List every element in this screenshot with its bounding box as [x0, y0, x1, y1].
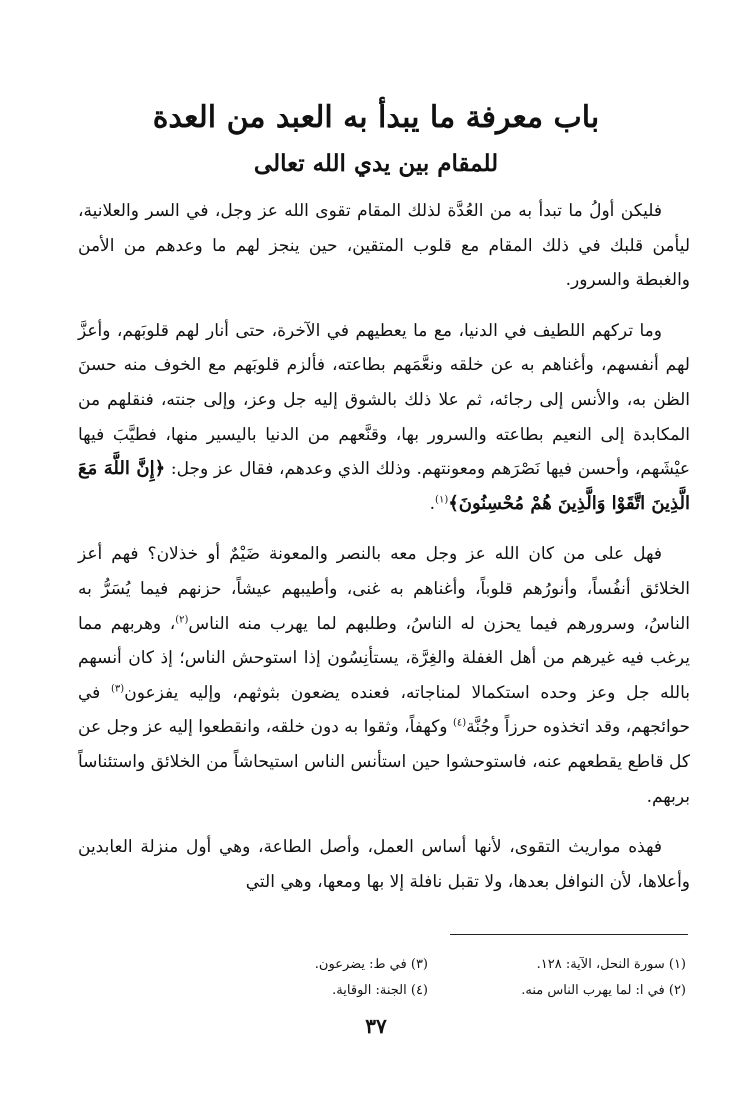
chapter-subtitle: للمقام بين يدي الله تعالى: [253, 150, 499, 177]
paragraph-1: فليكن أولُ ما تبدأ به من العُدَّة لذلك المقام تقوى الله عز وجل، في السر والعلانية، ليأمن قلبك في ذلك المقام مع قلوب المتقين، حين ينجز لهم ما وعدهم من الأمن والغبطة والسرور.: [78, 201, 690, 291]
paragraph-3: [78, 537, 690, 814]
paragraph-2-end: .: [429, 493, 436, 514]
chapter-title: باب معرفة ما يبدأ به العبد من العدة: [152, 100, 600, 135]
footnote-2: (٢) في ا: لما يهرب الناس منه.: [521, 983, 686, 998]
footnote-ref-1: (١): [435, 494, 449, 506]
footnotes: [210, 952, 686, 1004]
footnote-3: (٣) في ط: يضرعون.: [314, 957, 428, 972]
footnote-ref-4: (٤): [453, 717, 467, 729]
body-text: [78, 194, 690, 915]
footnote-divider: [450, 934, 688, 935]
page-number: ٣٧: [365, 1014, 387, 1038]
paragraph-4: فهذه مواريث التقوى، لأنها أساس العمل، وأصل الطاعة، وهي أول منزلة العابدين وأعلاها، لأن النوافل بعدها، ولا تقبل نافلة إلا بها ومعها، وهي التي: [78, 837, 690, 892]
paragraph-3-text-b: ، وهربهم مما يرغب فيه غيرهم من أهل الغفلة والغِرَّة، يستأنِسُون إذا استوحش الناس؛ إذ كان أنسهم بالله جل وعز وحده استكمالا لمناجاته، فعنده يضعون بثوثهم، وإليه يفزعون: [78, 613, 691, 703]
footnote-4: (٤) الجنة: الوقاية.: [332, 983, 428, 998]
paragraph-3-text-a: فهل على من كان الله عز وجل معه بالنصر والمعونة ضَيْمٌ أو خذلان؟ فهم أعز الخلائق أنفُساً، وأنورُهم قلوباً، وأغناهم به غنى، وأطيبهم عيشاً، حزنهم فيما يُسَرُّ به الناسُ، وسرورهم فيما يحزن له الناسُ، وطلبهم لما يهرب منه الناس: [78, 544, 691, 634]
quran-verse: ﴿إِنَّ اللَّهَ مَعَ الَّذِينَ اتَّقَوْا وَالَّذِينَ هُمْ مُحْسِنُونَ﴾: [78, 458, 690, 514]
paragraph-3-text-d: وكهفاً، وثقوا به دون خلقه، وانقطعوا إليه عز وجل عن كل قاطع يقطعهم عنه، فاستوحشوا حين استأنس الناس استيحاشاً من الخلائق واستئناساً بربهم.: [78, 717, 690, 807]
paragraph-3-text-c: في حوائجهم، وقد اتخذوه حرزاً وجُنَّة: [78, 682, 691, 738]
paragraph-2: [78, 314, 690, 522]
paragraph-2-text: وما تركهم اللطيف في الدنيا، مع ما يعطيهم في الآخرة، حتى أنار لهم قلوبَهم، وأعزَّ لهم أنفسهم، وأغناهم به عن خلقه ونعَّمَهم بطاعته، فألزم قلوبَهم مع الخوف منه حسنَ الظن به، والأنس إلى رجائه، ثم علا ذلك بالشوق إليه جل وعز، وإلى جنته، فنقلهم من المكابدة إلى النعيم بطاعته والسرور بها، وقنَّعهم من الدنيا باليسير منها، فطيَّبَ فيها عيْشَهم، وأحسن فيها نَصْرَهم ومعونتهم. وذلك الذي وعدهم، فقال عز وجل:: [78, 320, 691, 480]
footnote-ref-3: (٣): [111, 683, 125, 695]
footnote-ref-2: (٢): [175, 613, 189, 625]
footnote-1: (١) سورة النحل، الآية: ١٢٨.: [536, 957, 686, 972]
